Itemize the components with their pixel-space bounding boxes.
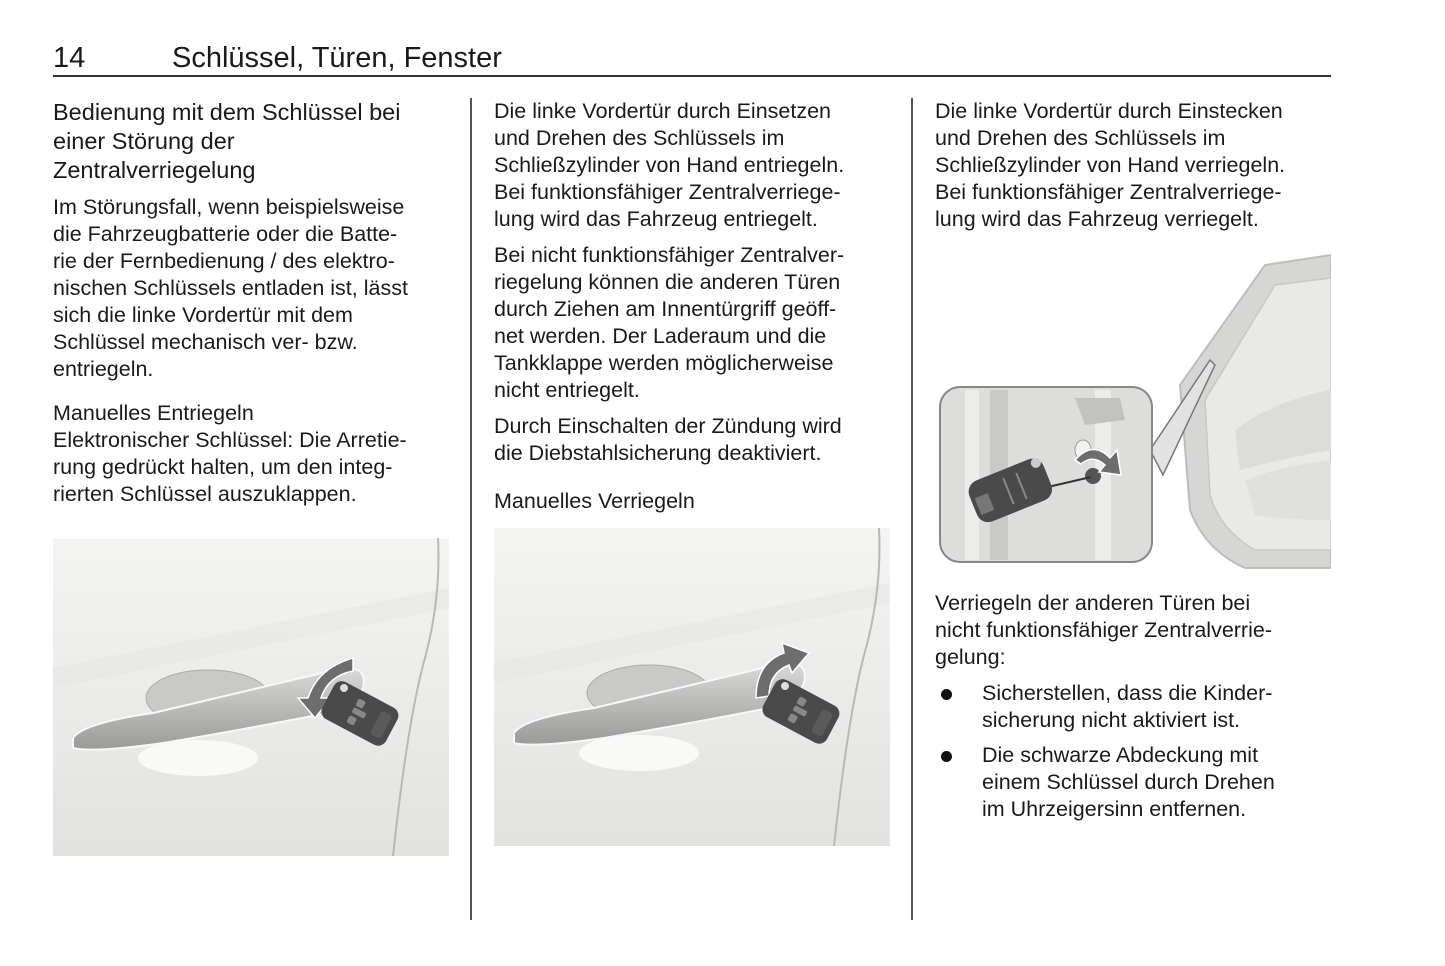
- text-line: die Fahrzeugbatterie oder die Batte-: [53, 222, 398, 246]
- column-3-lower: [935, 590, 1335, 831]
- text-line: Elektronischer Schlüssel: Die Arretie-: [53, 428, 407, 452]
- column-divider-1: [470, 98, 472, 920]
- heading-line: Bedienung mit dem Schlüssel bei: [53, 99, 401, 125]
- text-line: rierten Schlüssel auszuklappen.: [53, 482, 357, 506]
- text-line: Die schwarze Abdeckung mit: [982, 743, 1259, 767]
- subheading-manual-lock: Manuelles Verriegeln: [494, 489, 695, 513]
- paragraph-other-doors-lock: [935, 590, 1335, 671]
- bullet-icon: [941, 689, 952, 700]
- text-line: Schließzylinder von Hand entriegeln.: [494, 153, 845, 177]
- paragraph-other-doors: [494, 242, 894, 404]
- text-line: einem Schlüssel durch Drehen: [982, 770, 1275, 794]
- text-line: sich die linke Vordertür mit dem: [53, 303, 353, 327]
- list-item: [935, 742, 1335, 823]
- text-line: im Uhrzeigersinn entfernen.: [982, 797, 1247, 821]
- text-line: rung gedrückt halten, um den integ-: [53, 455, 393, 479]
- page-number: 14: [53, 42, 86, 74]
- text-line: Bei funktionsfähiger Zentralverriege-: [494, 180, 841, 204]
- instruction-paragraph: [53, 427, 453, 508]
- column-3: [935, 98, 1335, 242]
- text-line: die Diebstahlsicherung deaktiviert.: [494, 441, 822, 465]
- text-line: nischen Schlüssels entladen ist, lässt: [53, 276, 408, 300]
- text-line: Schließzylinder von Hand verriegeln.: [935, 153, 1286, 177]
- text-line: riegelung können die anderen Türen: [494, 270, 841, 294]
- text-line: sicherung nicht aktiviert ist.: [982, 708, 1241, 732]
- text-line: Bei nicht funktionsfähiger Zentralver-: [494, 243, 845, 267]
- figure-lock-door-handle: [494, 528, 890, 846]
- text-line: Durch Einschalten der Zündung wird: [494, 414, 842, 438]
- column-2: [494, 98, 894, 515]
- column-1: [53, 98, 453, 517]
- text-line: Die linke Vordertür durch Einstecken: [935, 99, 1283, 123]
- heading-line: einer Störung der: [53, 128, 235, 154]
- text-line: Sicherstellen, dass die Kinder-: [982, 681, 1273, 705]
- bullet-list: [935, 680, 1335, 823]
- paragraph-ignition: [494, 413, 894, 467]
- text-line: Bei funktionsfähiger Zentralverriege-: [935, 180, 1282, 204]
- subheading-manual-unlock: Manuelles Entriegeln: [53, 401, 254, 425]
- text-line: entriegeln.: [53, 357, 154, 381]
- text-line: Schlüssel mechanisch ver- bzw.: [53, 330, 358, 354]
- list-item: [935, 680, 1335, 734]
- text-line: und Drehen des Schlüssels im: [935, 126, 1226, 150]
- text-line: durch Ziehen am Innentürgriff geöff-: [494, 297, 837, 321]
- text-line: Tankklappe werden möglicherweise: [494, 351, 834, 375]
- text-line: nicht entriegelt.: [494, 378, 640, 402]
- text-line: lung wird das Fahrzeug verriegelt.: [935, 207, 1259, 231]
- bullet-icon: [941, 751, 952, 762]
- text-line: Verriegeln der anderen Türen bei: [935, 591, 1251, 615]
- column-divider-2: [911, 98, 913, 920]
- chapter-title: Schlüssel, Türen, Fenster: [172, 42, 502, 74]
- figure-door-edge-cover: [935, 250, 1331, 570]
- text-line: nicht funktionsfähiger Zentralverrie-: [935, 618, 1272, 642]
- header-rule: [53, 75, 1331, 77]
- paragraph-unlock-cylinder: [494, 98, 894, 233]
- heading-line: Zentralverriegelung: [53, 157, 256, 183]
- door-handle-illustration: [53, 538, 449, 856]
- text-line: rie der Fernbedienung / des elektro-: [53, 249, 395, 273]
- page-header: [53, 40, 1331, 76]
- intro-paragraph: [53, 194, 453, 383]
- door-edge-illustration: [935, 250, 1331, 570]
- text-line: lung wird das Fahrzeug entriegelt.: [494, 207, 818, 231]
- text-line: gelung:: [935, 645, 1006, 669]
- text-line: Im Störungsfall, wenn beispielsweise: [53, 195, 405, 219]
- figure-unlock-door-handle: [53, 538, 449, 856]
- door-handle-illustration: [494, 528, 890, 846]
- paragraph-lock-cylinder: [935, 98, 1335, 233]
- text-line: und Drehen des Schlüssels im: [494, 126, 785, 150]
- text-line: net werden. Der Laderaum und die: [494, 324, 827, 348]
- section-heading: [53, 98, 453, 185]
- text-line: Die linke Vordertür durch Einsetzen: [494, 99, 832, 123]
